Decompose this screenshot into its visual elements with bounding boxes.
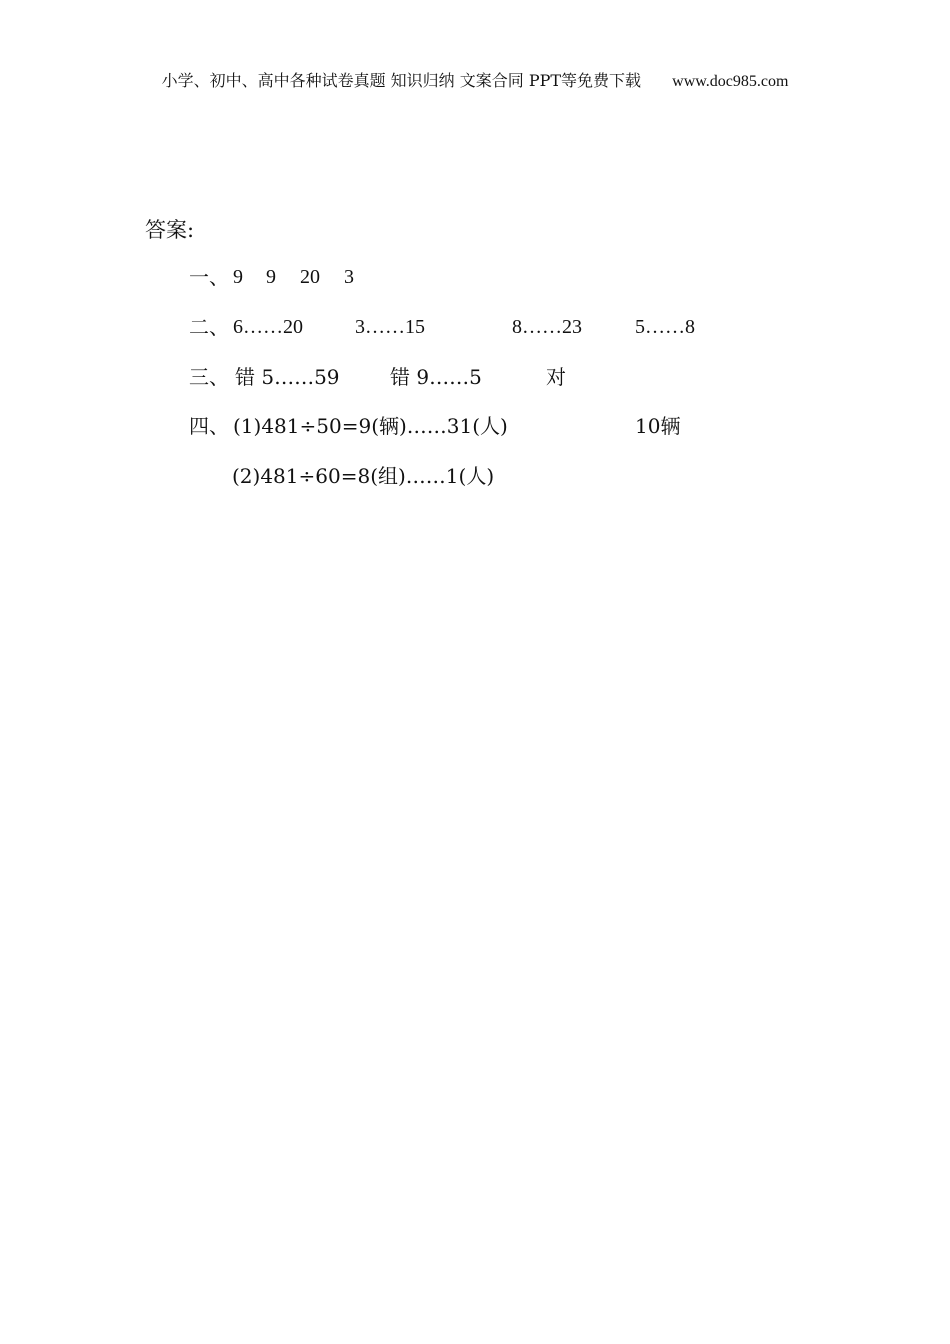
section-3-item-1: 错 5……59 [235, 365, 340, 389]
section-3-item-3: 对 [546, 365, 566, 389]
section-2-item-4: 5……8 [635, 316, 695, 338]
section-4-question-1: (1)481÷50=9(辆)……31(人) [233, 414, 508, 438]
header-text: 小学、初中、高中各种试卷真题 知识归纳 文案合同 PPT等免费下载 [161, 71, 642, 90]
section-2-label: 二、 [189, 315, 229, 339]
section-1-item-3: 20 [300, 266, 320, 288]
section-1-item-4: 3 [344, 266, 354, 288]
section-2-item-3: 8……23 [512, 316, 582, 338]
section-1-item-2: 9 [266, 266, 276, 288]
section-2-item-1: 6……20 [233, 316, 303, 338]
section-3-item-2: 错 9……5 [390, 365, 482, 389]
section-4-label: 四、 [189, 414, 229, 438]
answers-title: 答案: [145, 218, 195, 242]
section-2-item-2: 3……15 [355, 316, 425, 338]
section-3-label: 三、 [189, 365, 229, 389]
section-4-question-2: (2)481÷60=8(组)……1(人) [232, 464, 495, 488]
section-4-question-1-answer: 10辆 [635, 414, 681, 438]
section-1-item-1: 9 [233, 266, 243, 288]
header-site-link[interactable]: www.doc985.com [672, 73, 789, 90]
section-1-label: 一、 [189, 265, 229, 289]
page-header [0, 68, 950, 91]
